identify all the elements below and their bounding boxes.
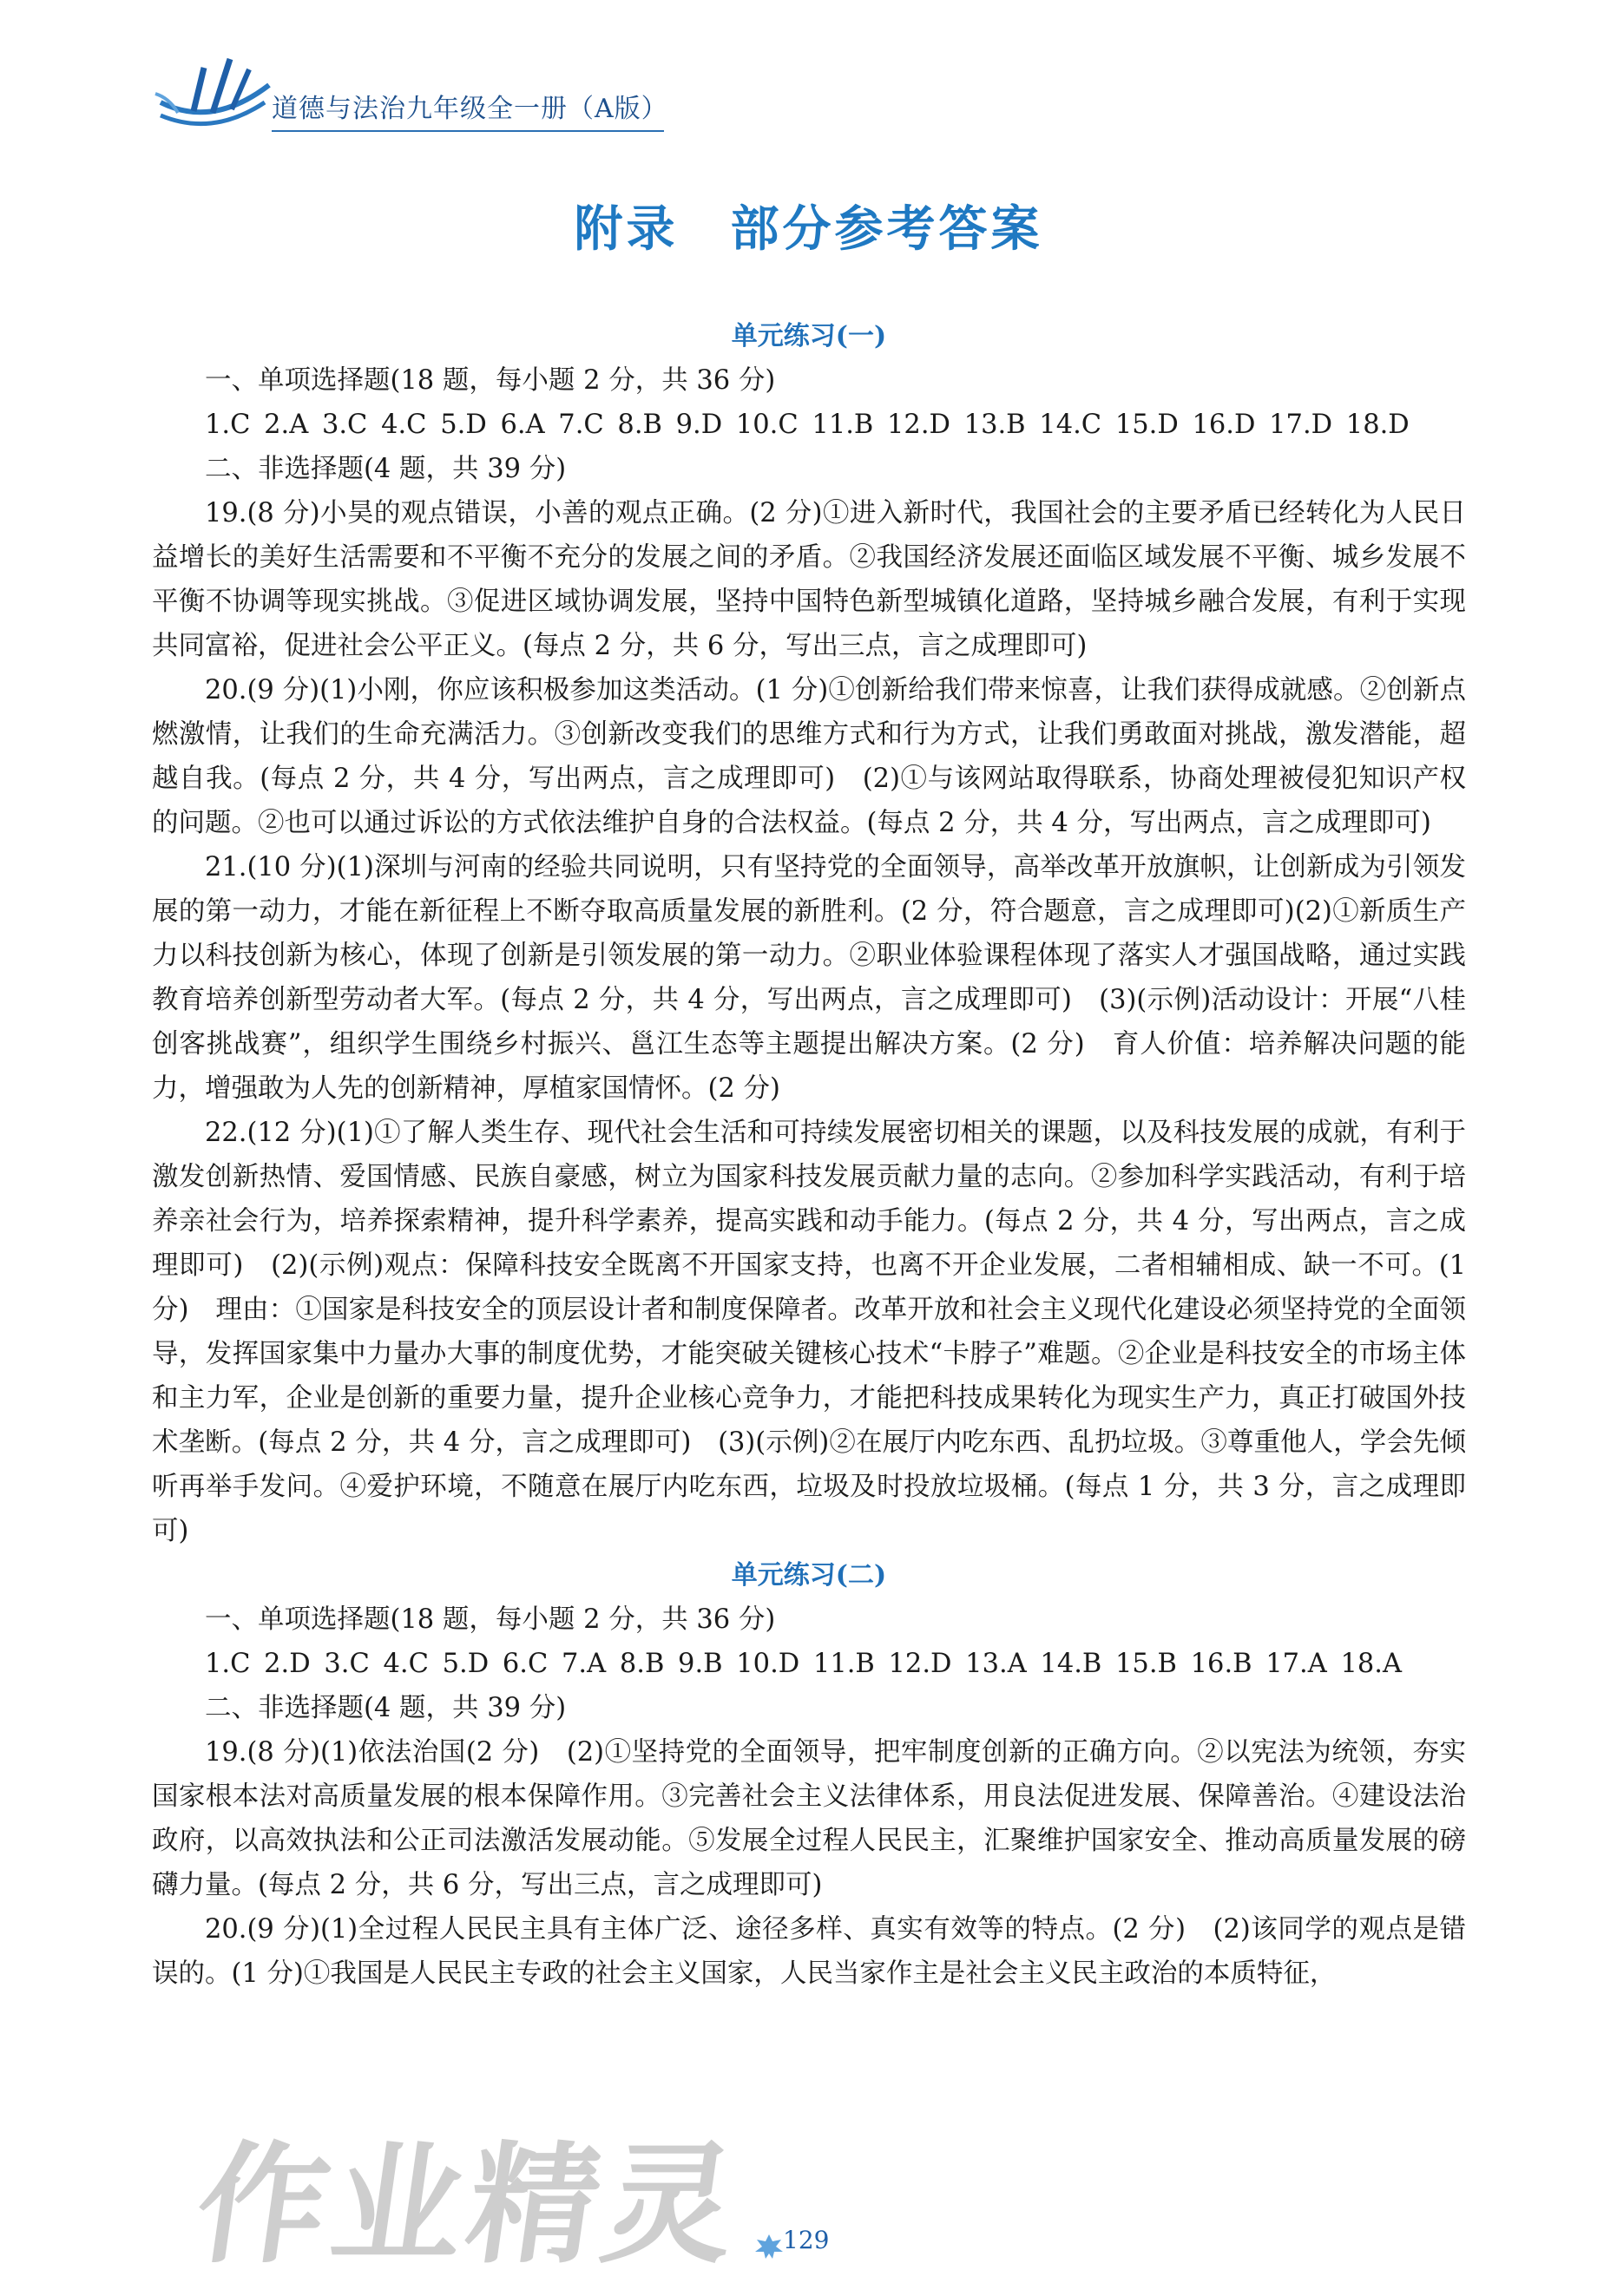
page-footer [0, 2226, 1617, 2269]
question-type-heading: 二、非选择题(4 题，共 39 分) [205, 1693, 567, 1723]
choice-answers: 1.C 2.A 3.C 4.C 5.D 6.A 7.C 8.B 9.D 10.C 11.B 12.D 13.B 14.C 15.D 16.D 17.D 18.D [205, 410, 1410, 440]
book-title: 道德与法治九年级全一册（A版） [272, 94, 668, 124]
question-type-heading: 一、单项选择题(18 题，每小题 2 分，共 36 分) [205, 365, 776, 396]
book-logo-icon [152, 50, 282, 146]
answer-paragraph: 19.(8 分)(1)依法治国(2 分) (2)①坚持党的全面领导，把牢制度创新的正确方向。②以宪法为统领，夯实国家根本法对高质量发展的根本保障作用。③完善社会主义法律体系，用良法促进发展、保障善治。④建设法治政府，以高效执法和公正司法激活发展动能。⑤发展全过程人民民主，汇聚维护国家安全、推动高质量发展的磅礴力量。(每点 2 分，共 6 分，写出三点，言之成理即可) [152, 1737, 1466, 1900]
answer-paragraph: 22.(12 分)(1)①了解人类生存、现代社会生活和可持续发展密切相关的课题，以及科技发展的成就，有利于激发创新热情、爱国情感、民族自豪感，树立为国家科技发展贡献力量的志向。②参加科学实践活动，有利于培养亲社会行为，培养探索精神，提升科学素养，提高实践和动手能力。(每点 2 分，共 4 分，写出两点，言之成理即可) (2)(示例)观点：保障科技安全既离不开国家支持，也离不开企业发展，二者相辅相成、缺一不可。(1 分) 理由：①国家是科技安全的顶层设计者和制度保障者。改革开放和社会主义现代化建设必须坚持党的全面领导，发挥国家集中力量办大事的制度优势，才能突破关键核心技术“卡脖子”难题。②企业是科技安全的市场主体和主力军，企业是创新的重要力量，提升企业核心竞争力，才能把科技成果转化为现实生产力，真正打破国外技术垄断。(每点 2 分，共 4 分，言之成理即可) (3)(示例)②在展厅内吃东西、乱扔垃圾。③尊重他人，学会先倾听再举手发问。④爱护环境，不随意在展厅内吃东西，垃圾及时投放垃圾桶。(每点 1 分，共 3 分，言之成理即可) [152, 1118, 1466, 1546]
answer-paragraph: 20.(9 分)(1)小刚，你应该积极参加这类活动。(1 分)①创新给我们带来惊喜，让我们获得成就感。②创新点燃激情，让我们的生命充满活力。③创新改变我们的思维方式和行为方式，让我们勇敢面对挑战，激发潜能，超越自我。(每点 2 分，共 4 分，写出两点，言之成理即可) (2)①与该网站取得联系，协商处理被侵犯知识产权的问题。②也可以通过诉讼的方式依法维护自身的合法权益。(每点 2 分，共 4 分，写出两点，言之成理即可) [152, 675, 1466, 838]
section-title-unit-2: 单元练习(二) [731, 1560, 887, 1591]
running-header [152, 50, 777, 146]
page-title: 附录 部分参考答案 [574, 201, 1043, 258]
section-title-unit-1: 单元练习(一) [731, 321, 887, 351]
watermark: 作业精灵 [187, 2130, 751, 2281]
answer-paragraph: 20.(9 分)(1)全过程人民民主具有主体广泛、途径多样、真实有效等的特点。(2 分) (2)该同学的观点是错误的。(1 分)①我国是人民民主专政的社会主义国家，人民当家作主是社会主义民主政治的本质特征， [152, 1914, 1466, 1989]
question-type-heading: 二、非选择题(4 题，共 39 分) [205, 454, 567, 484]
page-number: 129 [783, 2226, 830, 2254]
answer-paragraph: 21.(10 分)(1)深圳与河南的经验共同说明，只有坚持党的全面领导，高举改革开放旗帜，让创新成为引领发展的第一动力，才能在新征程上不断夺取高质量发展的新胜利。(2 分，符合题意，言之成理即可)(2)①新质生产力以科技创新为核心，体现了创新是引领发展的第一动力。②职业体验课程体现了落实人才强国战略，通过实践教育培养创新型劳动者大军。(每点 2 分，共 4 分，写出两点，言之成理即可) (3)(示例)活动设计：开展“八桂创客挑战赛”，组织学生围绕乡村振兴、邕江生态等主题提出解决方案。(2 分) 育人价值：培养解决问题的能力，增强敢为人先的创新精神，厚植家国情怀。(2 分) [152, 852, 1466, 1104]
leaf-icon [753, 2233, 785, 2260]
question-type-heading: 一、单项选择题(18 题，每小题 2 分，共 36 分) [205, 1604, 776, 1635]
answer-content [152, 314, 1466, 1996]
answer-paragraph: 19.(8 分)小昊的观点错误，小善的观点正确。(2 分)①进入新时代，我国社会的主要矛盾已经转化为人民日益增长的美好生活需要和不平衡不充分的发展之间的矛盾。②我国经济发展还面临区域发展不平衡、城乡发展不平衡不协调等现实挑战。③促进区域协调发展，坚持中国特色新型城镇化道路，坚持城乡融合发展，有利于实现共同富裕，促进社会公平正义。(每点 2 分，共 6 分，写出三点，言之成理即可) [152, 498, 1466, 661]
header-rule [272, 130, 664, 132]
choice-answers: 1.C 2.D 3.C 4.C 5.D 6.C 7.A 8.B 9.B 10.D 11.B 12.D 13.A 14.B 15.B 16.B 17.A 18.A [205, 1649, 1403, 1679]
